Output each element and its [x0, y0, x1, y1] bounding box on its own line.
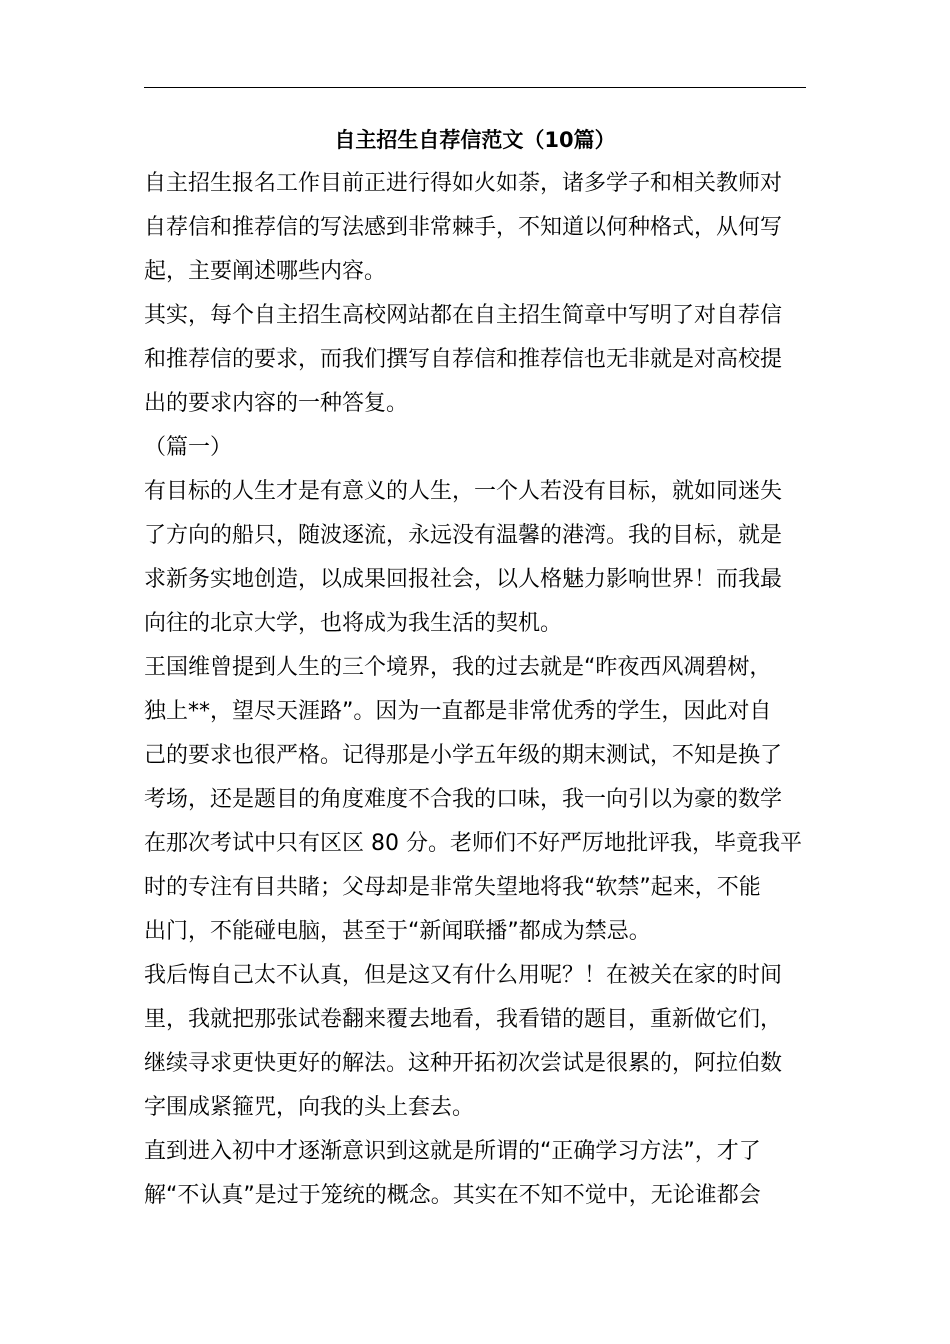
text-line: 解“不认真”是过于笼统的概念。其实在不知不觉中，无论谁都会 — [144, 1183, 761, 1208]
text-line: 继续寻求更快更好的解法。这种开拓初次尝试是很累的，阿拉伯数 — [144, 1051, 783, 1076]
text-line: 向往的北京大学，也将成为我生活的契机。 — [144, 611, 563, 636]
text-line: 字围成紧箍咒，向我的头上套去。 — [144, 1095, 475, 1120]
text-line: 在那次考试中只有区区 80 分。老师们不好严厉地批评我，毕竟我平 — [144, 831, 802, 856]
text-line: 己的要求也很严格。记得那是小学五年级的期末测试，不知是换了 — [144, 743, 783, 768]
text-line: 直到进入初中才逐渐意识到这就是所谓的“正确学习方法”，才了 — [144, 1139, 761, 1164]
text-line: 出的要求内容的一种答复。 — [144, 391, 409, 416]
header-rule — [144, 87, 806, 88]
text-line: 独上**，望尽天涯路”。因为一直都是非常优秀的学生，因此对自 — [144, 699, 772, 724]
text-line: 和推荐信的要求，而我们撰写自荐信和推荐信也无非就是对高校提 — [144, 347, 783, 372]
text-line: 自荐信和推荐信的写法感到非常棘手，不知道以何种格式，从何写 — [144, 215, 783, 240]
document-title: 自主招生自荐信范文（10篇） — [334, 128, 616, 152]
text-line: 起，主要阐述哪些内容。 — [144, 259, 387, 284]
text-line: 其实，每个自主招生高校网站都在自主招生简章中写明了对自荐信 — [144, 303, 783, 328]
text-line: 时的专注有目共睹；父母却是非常失望地将我“软禁”起来，不能 — [144, 875, 761, 900]
text-line: 我后悔自己太不认真，但是这又有什么用呢？！在被关在家的时间 — [144, 963, 783, 988]
text-line: 里，我就把那张试卷翻来覆去地看，我看错的题目，重新做它们， — [144, 1007, 783, 1032]
text-line: 求新务实地创造，以成果回报社会，以人格魅力影响世界！而我最 — [144, 567, 783, 592]
text-line: 王国维曾提到人生的三个境界，我的过去就是“昨夜西风凋碧树， — [144, 655, 772, 680]
section-heading: （篇一） — [144, 435, 233, 460]
text-line: 了方向的船只，随波逐流，永远没有温馨的港湾。我的目标，就是 — [144, 523, 783, 548]
text-line: 有目标的人生才是有意义的人生，一个人若没有目标，就如同迷失 — [144, 479, 783, 504]
text-line: 考场，还是题目的角度难度不合我的口味，我一向引以为豪的数学 — [144, 787, 783, 812]
text-line: 自主招生报名工作目前正进行得如火如荼，诸多学子和相关教师对 — [144, 171, 783, 196]
text-line: 出门，不能碰电脑，甚至于“新闻联播”都成为禁忌。 — [144, 919, 651, 944]
